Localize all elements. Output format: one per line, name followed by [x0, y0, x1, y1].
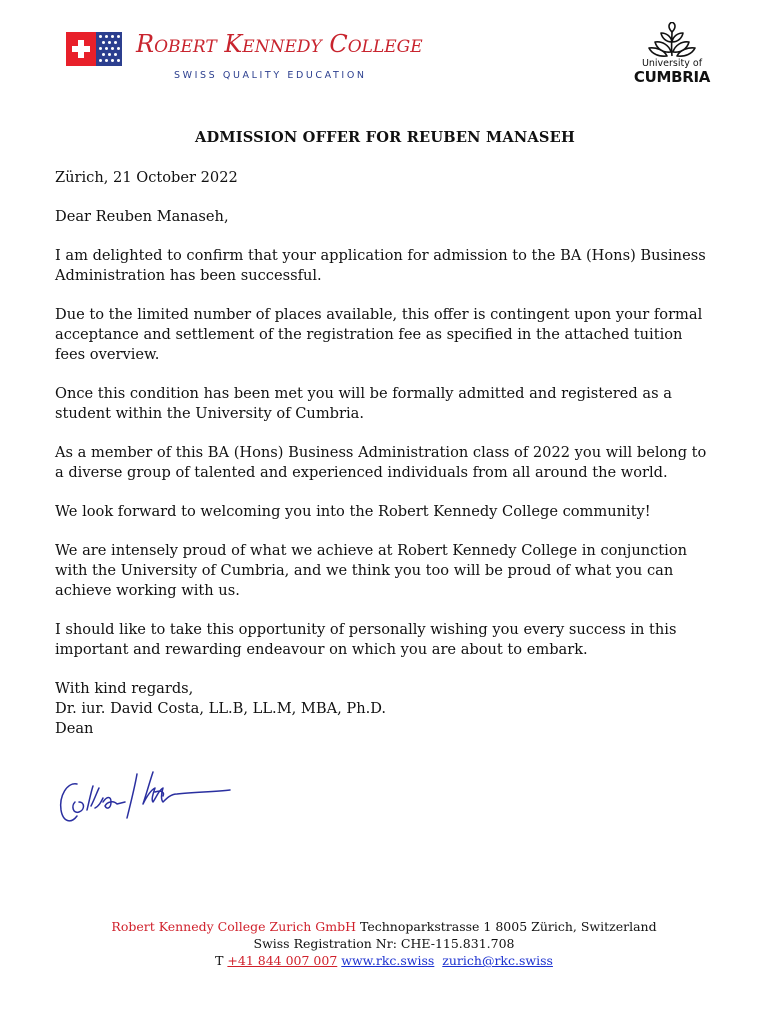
- paragraph-condition: Once this condition has been met you will be formally admitted and registered as a student within the University of Cumbria.: [55, 385, 672, 422]
- signer-name: Dr. iur. David Costa, LL.B, LL.M, MBA, Ph.D.: [55, 700, 387, 717]
- paragraph-wishes: I should like to take this opportunity of personally wishing you every success in this important and rewarding endeavour on which you are about to embark.: [55, 621, 677, 658]
- footer: [0, 918, 768, 969]
- signer-title: Dean: [55, 720, 94, 737]
- footer-address: Technoparkstrasse 1 8005 Zürich, Switzerland: [359, 919, 657, 934]
- salutation: Dear Reuben Manaseh,: [55, 208, 229, 225]
- closing: With kind regards,: [55, 680, 194, 697]
- cumbria-top-text: University of: [641, 58, 703, 69]
- footer-company: Robert Kennedy College Zurich GmbH: [111, 919, 356, 934]
- letter-body: [55, 128, 715, 739]
- paragraph-welcome: We look forward to welcoming you into the Robert Kennedy College community!: [55, 503, 651, 520]
- rkc-wordmark: Robert Kennedy College: [136, 30, 423, 58]
- letterhead: [0, 0, 768, 110]
- rkc-tagline: SWISS QUALITY EDUCATION: [174, 70, 367, 81]
- letter-title: ADMISSION OFFER FOR REUBEN MANASEH: [195, 129, 575, 146]
- handwritten-signature: [55, 762, 235, 828]
- paragraph-confirmation: I am delighted to confirm that your application for admission to the BA (Hons) Business Administration has been successful.: [55, 247, 706, 284]
- stars-flag-icon: [96, 32, 122, 66]
- footer-line-contact: [0, 952, 768, 969]
- email-link[interactable]: zurich@rkc.swiss: [442, 953, 553, 968]
- footer-tel-prefix: T: [215, 953, 224, 968]
- paragraph-contingency: Due to the limited number of places available, this offer is contingent upon your formal acceptance and settlement of the registration fee as specified in the attached tuition fees overview.: [55, 306, 703, 363]
- cumbria-logo: [632, 22, 712, 92]
- footer-line-company: [0, 918, 768, 935]
- sign-off: [55, 679, 715, 739]
- phone-link[interactable]: +41 844 007 007: [227, 953, 338, 968]
- cumbria-bottom-text: CUMBRIA: [633, 68, 711, 86]
- paragraph-pride: We are intensely proud of what we achieve at Robert Kennedy College in conjunction with the University of Cumbria, and we think you too will be proud of what you can achieve working with us.: [55, 542, 688, 599]
- website-link[interactable]: www.rkc.swiss: [341, 953, 435, 968]
- date-line: Zürich, 21 October 2022: [55, 169, 238, 186]
- swiss-flag-icon: [66, 32, 96, 66]
- paragraph-class: As a member of this BA (Hons) Business Administration class of 2022 you will belong to a diverse group of talented and experienced individuals from all around the world.: [55, 444, 707, 481]
- rkc-logo: [66, 30, 423, 86]
- sprout-icon: [647, 22, 697, 58]
- footer-registration: Swiss Registration Nr: CHE-115.831.708: [253, 936, 515, 951]
